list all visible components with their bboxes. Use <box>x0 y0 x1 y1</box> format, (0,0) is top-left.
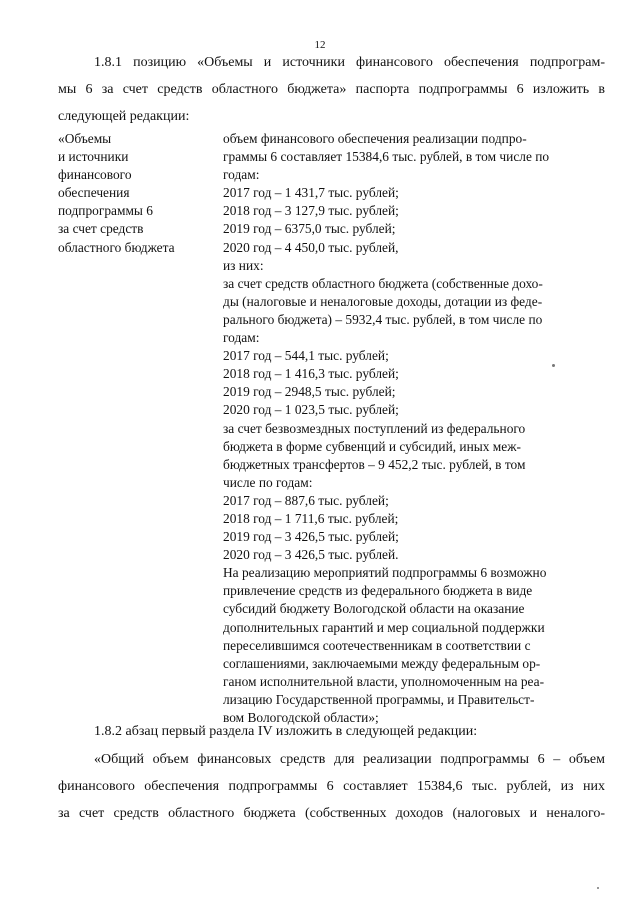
content-line: числе по годам: <box>223 474 313 490</box>
content-line: 2020 год – 1 023,5 тыс. рублей; <box>223 402 399 418</box>
scan-speck <box>597 887 599 889</box>
content-line: 2019 год – 2948,5 тыс. рублей; <box>223 384 396 400</box>
content-line: 2020 год – 3 426,5 тыс. рублей. <box>223 547 399 563</box>
content-line: ганом исполнительной власти, уполномоченным на реа- <box>223 673 545 689</box>
content-line: граммы 6 составляет 15384,6 тыс. рублей, в том числе по <box>223 149 550 165</box>
content-line: 2020 год – 4 450,0 тыс. рублей, <box>223 239 399 255</box>
content-line: переселившимся соотечественникам в соответствии с <box>223 637 531 653</box>
scan-speck <box>552 364 555 367</box>
label-line: за счет средств <box>58 221 144 237</box>
content-line: привлечение средств из федерального бюджета в виде <box>223 583 533 599</box>
content-line: бюджета в форме субвенций и субсидий, иных меж- <box>223 438 521 454</box>
intro-line-2: мы 6 за счет средств областного бюджета» паспорта подпрограммы 6 изложить в <box>58 82 605 97</box>
content-line: 2019 год – 3 426,5 тыс. рублей; <box>223 529 399 545</box>
passport-position-label <box>58 130 175 257</box>
closing-line-3: за счет средств областного бюджета (собственных доходов (налоговых и неналого- <box>58 806 605 821</box>
content-line: рального бюджета) – 5932,4 тыс. рублей, в том числе по <box>223 311 543 327</box>
label-line: областного бюджета <box>58 239 175 255</box>
content-line: 2017 год – 544,1 тыс. рублей; <box>223 348 389 364</box>
content-line: 2017 год – 1 431,7 тыс. рублей; <box>223 185 399 201</box>
label-line: и источники <box>58 149 129 165</box>
intro-line-1: 1.8.1 позицию «Объемы и источники финансового обеспечения подпрограм- <box>94 55 605 70</box>
content-line: за счет безвозмездных поступлений из федерального <box>223 420 526 436</box>
closing-line-1: «Общий объем финансовых средств для реализации подпрограммы 6 – объем <box>94 752 605 767</box>
passport-position-content <box>223 130 603 727</box>
label-line: обеспечения <box>58 185 130 201</box>
label-line: «Объемы <box>58 131 112 146</box>
content-line: годам: <box>223 330 260 346</box>
content-line: 2018 год – 1 711,6 тыс. рублей; <box>223 510 399 526</box>
content-line: за счет средств областного бюджета (собственные дохо- <box>223 275 543 291</box>
content-line: 2018 год – 1 416,3 тыс. рублей; <box>223 366 399 382</box>
closing-line-2: финансового обеспечения подпрограммы 6 составляет 15384,6 тыс. рублей, из них <box>58 779 605 794</box>
intro-line-3: следующей редакции: <box>58 109 190 124</box>
content-line: соглашениями, заключаемыми между федеральным ор- <box>223 655 541 671</box>
content-line: 2019 год – 6375,0 тыс. рублей; <box>223 221 396 237</box>
content-line: из них: <box>223 257 264 273</box>
label-line: подпрограммы 6 <box>58 203 153 219</box>
content-line: объем финансового обеспечения реализации подпро- <box>223 131 527 146</box>
page-number: 12 <box>314 39 326 51</box>
content-line: 2017 год – 887,6 тыс. рублей; <box>223 492 389 508</box>
label-line: финансового <box>58 167 132 183</box>
content-line: ды (налоговые и неналоговые доходы, дотации из феде- <box>223 293 543 309</box>
content-line: На реализацию мероприятий подпрограммы 6 возможно <box>223 565 547 581</box>
content-line: вом Вологодской области»; <box>223 710 379 725</box>
content-line: годам: <box>223 167 260 183</box>
section-1-8-2: 1.8.2 абзац первый раздела IV изложить в следующей редакции: <box>94 724 478 739</box>
content-line: субсидий бюджету Вологодской области на оказание <box>223 601 525 617</box>
content-line: бюджетных трансфертов – 9 452,2 тыс. рублей, в том <box>223 456 526 472</box>
content-line: 2018 год – 3 127,9 тыс. рублей; <box>223 203 399 219</box>
content-line: дополнительных гарантий и мер социальной поддержки <box>223 619 545 635</box>
content-line: лизацию Государственной программы, и Правительст- <box>223 691 535 707</box>
